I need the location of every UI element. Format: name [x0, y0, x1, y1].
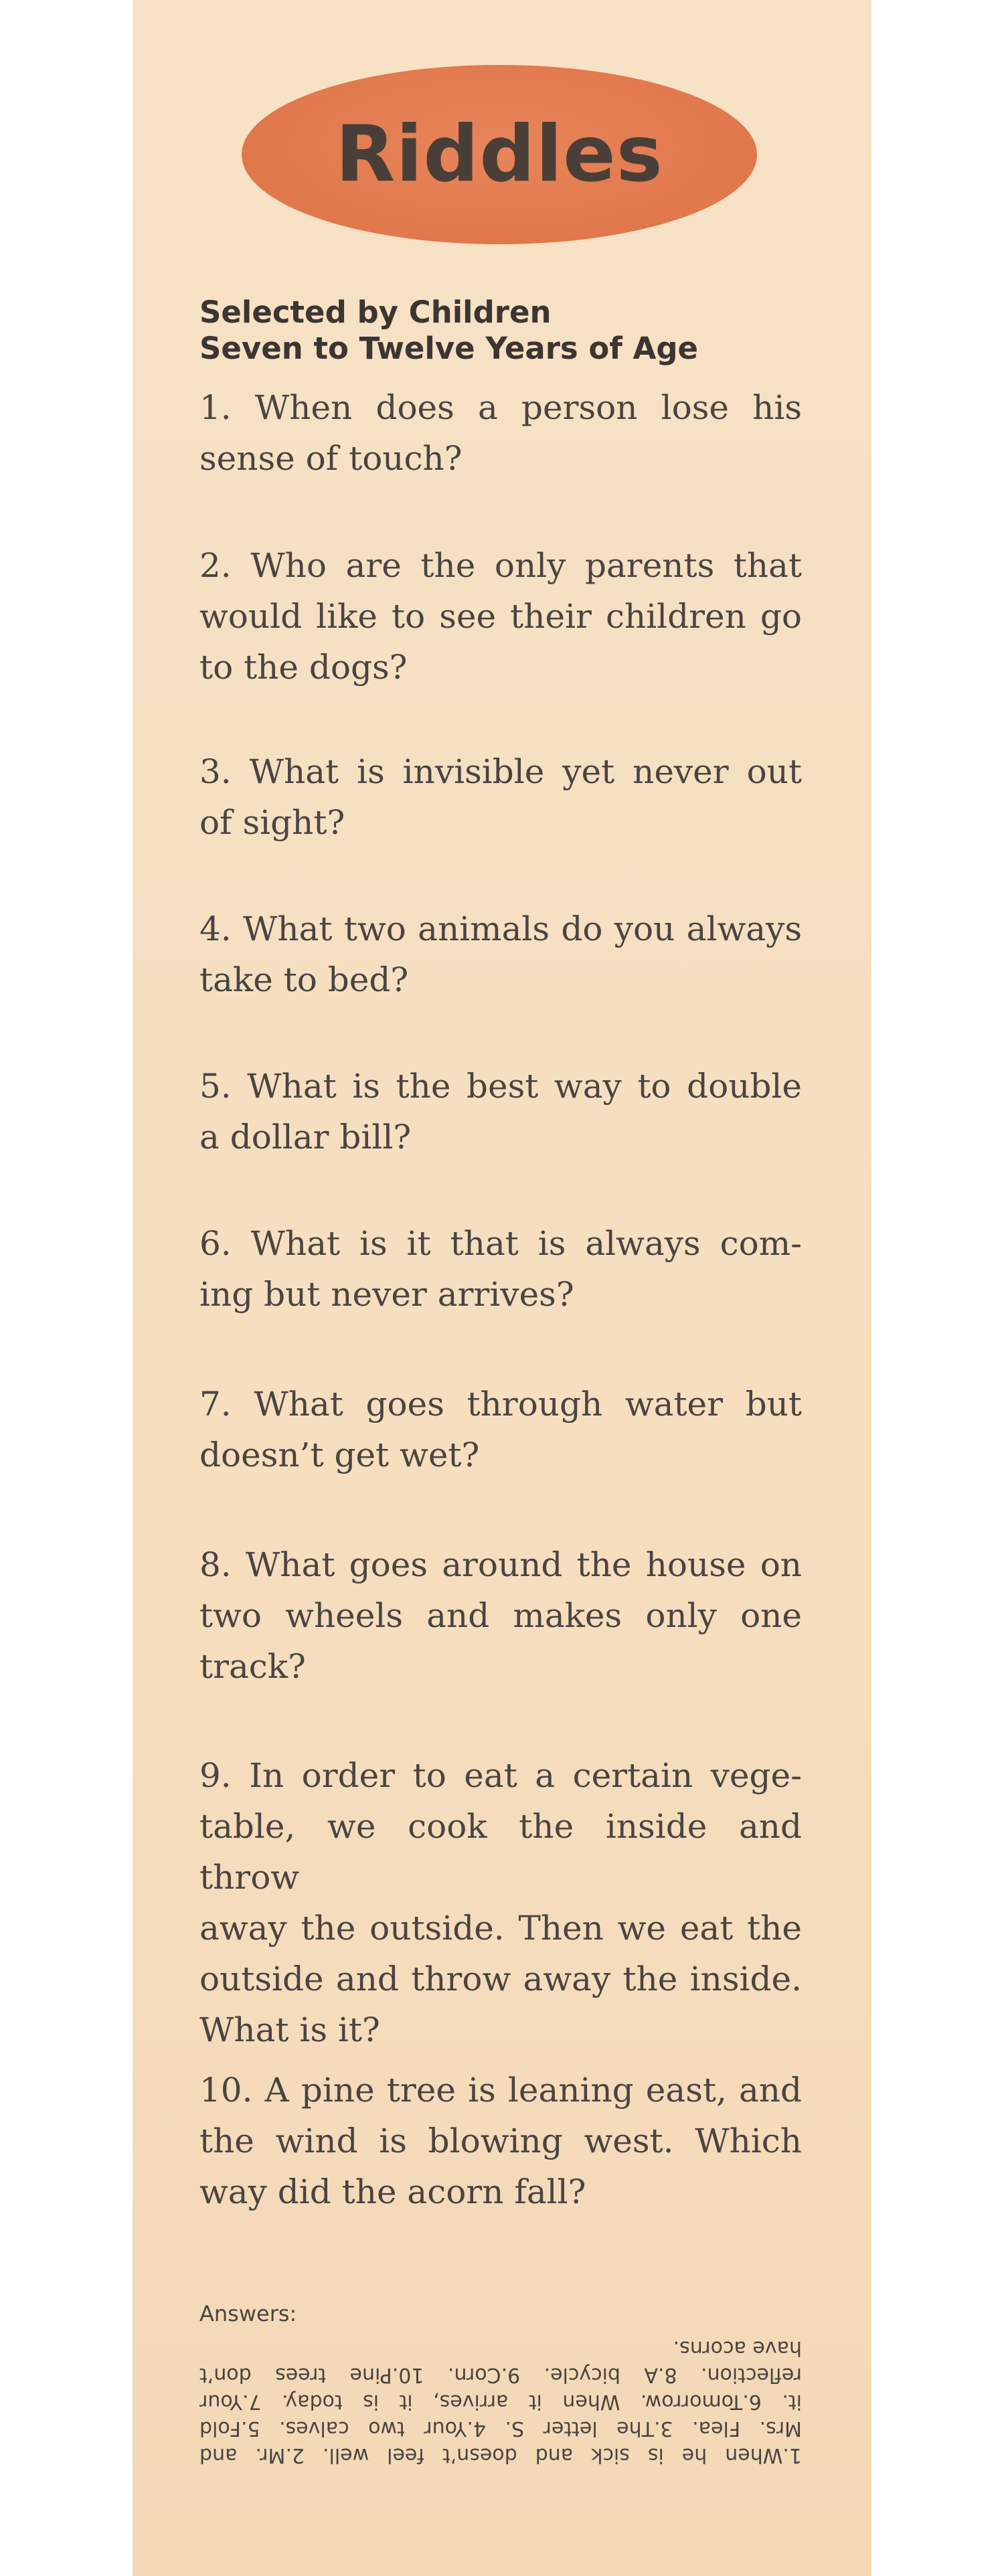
riddles-page — [133, 0, 871, 2576]
answer-line: 1.When he is sick and doesn’t feel well. 2.Mr. and — [199, 2443, 802, 2467]
subtitle-line-1: Selected by Children — [199, 294, 552, 330]
riddle-line: 3. What is invisible yet never out — [199, 752, 802, 791]
subtitle — [199, 294, 802, 367]
riddle-line: 4. What two animals do you always — [199, 910, 802, 948]
answers-text-upside-down — [199, 2334, 802, 2468]
answers-label: Answers: — [199, 2301, 297, 2326]
riddle-line: way did the acorn fall? — [199, 2172, 586, 2211]
riddle-8 — [199, 1539, 802, 1692]
riddle-line: What is it? — [199, 2010, 380, 2049]
riddle-line: 6. What is it that is always com- — [199, 1224, 802, 1263]
riddle-line: 1. When does a person lose his — [199, 388, 802, 427]
riddle-line: away the outside. Then we eat the — [199, 1909, 802, 1948]
riddle-line: table, we cook the inside and throw — [199, 1807, 802, 1897]
riddle-9 — [199, 1750, 802, 2055]
riddle-line: two wheels and makes only one — [199, 1596, 802, 1635]
riddle-line: 9. In order to eat a certain vege- — [199, 1756, 802, 1795]
subtitle-line-2: Seven to Twelve Years of Age — [199, 331, 699, 366]
riddle-line: outside and throw away the inside. — [199, 1960, 802, 1998]
answer-line: it. 6.Tomorrow. When it arrives, it is today. 7.Your — [199, 2390, 802, 2413]
answer-line: reflection. 8.A bicycle. 9.Corn. 10.Pine trees don’t — [199, 2363, 802, 2387]
riddle-line: would like to see their children go — [199, 597, 802, 636]
riddle-line: doesn’t get wet? — [199, 1436, 480, 1474]
riddle-line: 7. What goes through water but — [199, 1385, 802, 1424]
answer-line: have acorns. — [673, 2336, 802, 2360]
riddle-line: take to bed? — [199, 960, 409, 999]
riddle-7 — [199, 1379, 802, 1480]
answer-line: Mrs. Flea. 3.The letter S. 4.Your two calves. 5.Fold — [199, 2417, 802, 2440]
riddle-line: a dollar bill? — [199, 1118, 412, 1156]
riddle-6 — [199, 1218, 802, 1320]
riddle-4 — [199, 904, 802, 1005]
riddle-line: 8. What goes around the house on — [199, 1545, 802, 1584]
riddle-2 — [199, 540, 802, 693]
riddle-line: sense of touch? — [199, 439, 463, 478]
riddle-5 — [199, 1061, 802, 1163]
riddle-line: track? — [199, 1647, 306, 1686]
riddle-line: 2. Who are the only parents that — [199, 546, 802, 585]
riddle-line: of sight? — [199, 803, 345, 842]
riddle-line: 10. A pine tree is leaning east, and — [199, 2071, 802, 2110]
riddle-line: the wind is blowing west. Which — [199, 2122, 802, 2160]
riddle-3 — [199, 746, 802, 848]
riddle-line: to the dogs? — [199, 648, 408, 687]
riddle-line: ing but never arrives? — [199, 1275, 574, 1314]
riddle-1 — [199, 382, 802, 484]
page-title: Riddles — [335, 109, 663, 199]
riddle-line: 5. What is the best way to double — [199, 1067, 802, 1106]
riddle-10 — [199, 2065, 802, 2217]
